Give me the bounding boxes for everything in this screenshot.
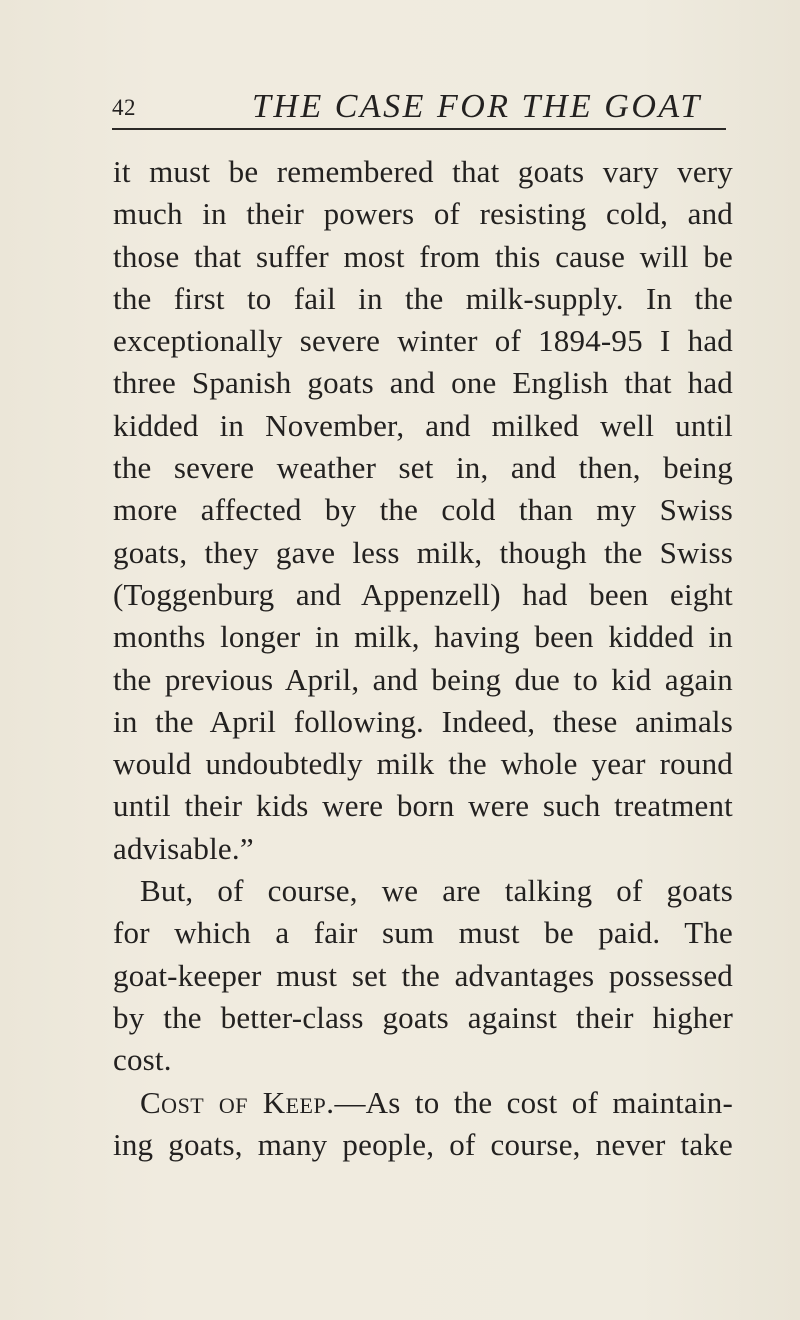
text-line: those that suffer most from this cause will be xyxy=(113,238,733,274)
text-line: kidded in November, and milked well until xyxy=(113,407,733,443)
header-rule xyxy=(112,128,726,130)
text-line: months longer in milk, having been kidded in xyxy=(113,619,733,655)
text-line: much in their powers of resisting cold, and xyxy=(113,196,733,232)
section-line-text: —As to the cost of maintain- xyxy=(334,1084,733,1120)
text-line: by the better-class goats against their higher xyxy=(113,999,733,1035)
text-line: goat-keeper must set the advantages possessed xyxy=(113,957,733,993)
text-line: exceptionally severe winter of 1894-95 I had xyxy=(113,323,733,359)
text-line: would undoubtedly milk the whole year round xyxy=(113,746,733,782)
body-text xyxy=(113,151,733,1166)
page-header xyxy=(112,86,726,130)
text-line: the first to fail in the milk-supply. In the xyxy=(113,280,733,316)
text-line: more affected by the cold than my Swiss xyxy=(113,492,733,528)
text-line: ing goats, many people, of course, never take xyxy=(113,1126,733,1162)
text-line: the severe weather set in, and then, being xyxy=(113,450,733,486)
text-line: until their kids were born were such treatment xyxy=(113,788,733,824)
text-line: it must be remembered that goats vary very xyxy=(113,154,733,189)
running-title: THE CASE FOR THE GOAT xyxy=(252,88,702,125)
section-heading: Cost of Keep. xyxy=(140,1084,335,1120)
section-first-line xyxy=(113,1082,733,1124)
text-line: goats, they gave less milk, though the Swiss xyxy=(113,534,733,570)
text-line: in the April following. Indeed, these animals xyxy=(113,703,733,739)
text-line: for which a fair sum must be paid. The xyxy=(113,915,733,951)
text-line: the previous April, and being due to kid again xyxy=(113,661,733,697)
page-number: 42 xyxy=(112,95,136,120)
text-line: (Toggenburg and Appenzell) had been eight xyxy=(113,576,733,612)
text-line: three Spanish goats and one English that had xyxy=(113,365,733,401)
text-line: advisable.” xyxy=(113,830,254,866)
text-line: But, of course, we are talking of goats xyxy=(140,873,733,909)
text-line: cost. xyxy=(113,1042,172,1078)
